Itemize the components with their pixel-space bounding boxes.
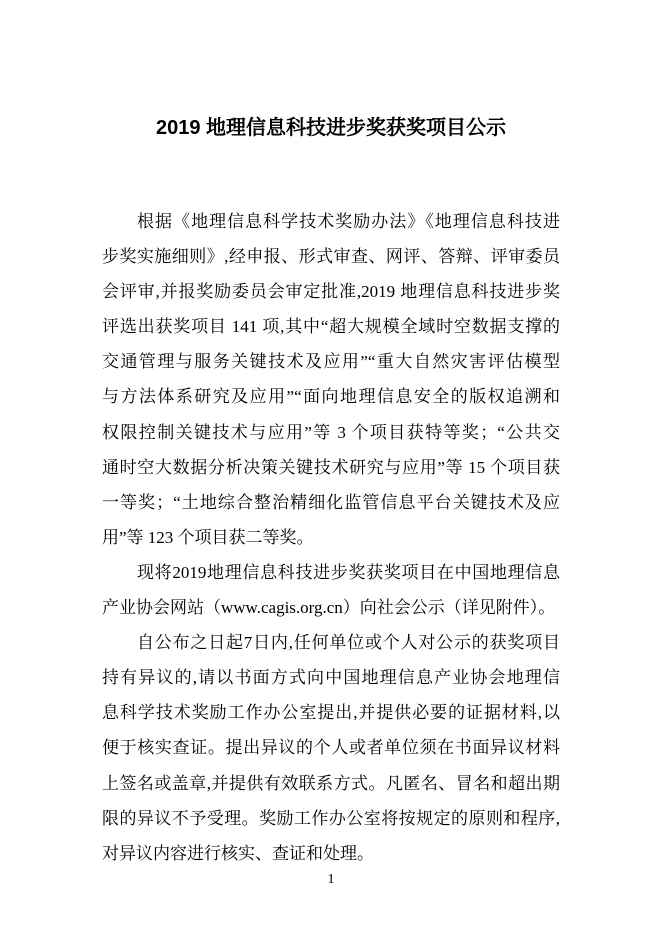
objection-procedure-paragraph <box>102 625 560 871</box>
body-text-line: 自公布之日起7日内,任何单位或个人对公示的获奖项目 <box>137 633 560 653</box>
body-text-line: 根据《地理信息科学技术奖励办法》《地理信息科技进 <box>137 212 560 231</box>
body-text-line: 限的异议不予受理。奖励工作办公室将按规定的原则和程序, <box>102 808 560 828</box>
body-text-line: 与方法体系研究及应用”“面向地理信息安全的版权追溯和 <box>102 387 560 407</box>
page-number: 1 <box>327 872 335 887</box>
body-text-line: 一等奖；“土地综合整治精细化监管信息平台关键技术及应 <box>102 492 560 512</box>
body-text-line: 通时空大数据分析决策关键技术研究与应用”等 15 个项目获 <box>102 457 560 477</box>
body-text-line: 步奖实施细则》,经申报、形式审查、网评、答辩、评审委员 <box>102 247 560 267</box>
body-text-line: 用”等 123 个项目获二等奖。 <box>102 527 314 547</box>
body-text-line: 对异议内容进行核实、查证和处理。 <box>102 843 374 863</box>
body-text-line: 会评审,并报奖励委员会审定批准,2019 地理信息科技进步奖 <box>102 282 560 302</box>
publication-notice-paragraph <box>102 555 560 625</box>
award-summary-paragraph <box>102 204 560 555</box>
body-text-line: 评选出获奖项目 141 项,其中“超大规模全域时空数据支撑的 <box>102 317 560 337</box>
document-body <box>102 204 560 871</box>
body-text-line: 便于核实查证。提出异议的个人或者单位须在书面异议材料 <box>102 738 560 758</box>
body-text-line: 产业协会网站（www.cagis.org.cn）向社会公示（详见附件）。 <box>102 598 556 618</box>
body-text-line: 权限控制关键技术与应用”等 3 个项目获特等奖；“公共交 <box>102 422 560 442</box>
body-text-line: 交通管理与服务关键技术及应用”“重大自然灾害评估模型 <box>102 352 560 372</box>
page-title: 2019 地理信息科技进步奖获奖项目公示 <box>155 117 507 139</box>
body-text-line: 持有异议的,请以书面方式向中国地理信息产业协会地理信 <box>102 668 560 688</box>
body-text-line: 上签名或盖章,并提供有效联系方式。凡匿名、冒名和超出期 <box>102 773 560 793</box>
body-text-line: 息科学技术奖励工作办公室提出,并提供必要的证据材料,以 <box>102 703 560 723</box>
body-text-line: 现将2019地理信息科技进步奖获奖项目在中国地理信息 <box>137 562 560 582</box>
